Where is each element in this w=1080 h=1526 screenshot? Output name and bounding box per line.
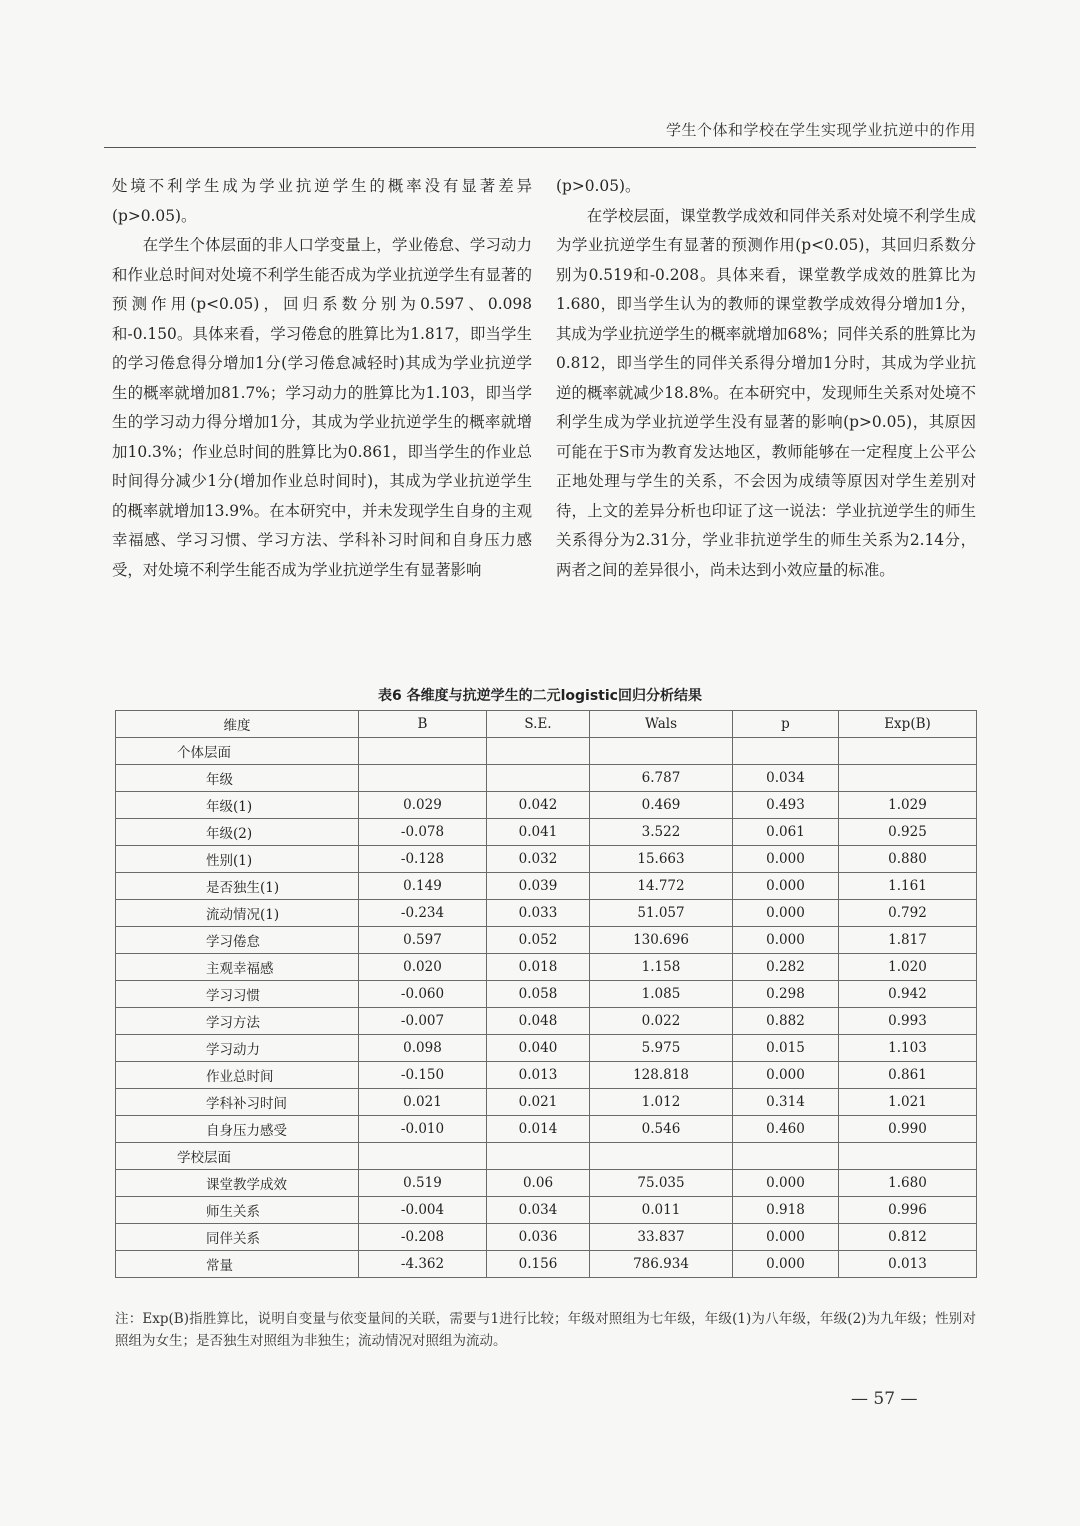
cell-se: 0.033	[487, 900, 590, 927]
row-label: 学习倦怠	[116, 927, 359, 954]
cell-b: -0.234	[359, 900, 487, 927]
cell-wals: 1.158	[590, 954, 733, 981]
cell-p: 0.000	[733, 1224, 839, 1251]
cell-expb	[839, 738, 977, 765]
table-caption: 表6 各维度与抗逆学生的二元logistic回归分析结果	[378, 688, 702, 704]
cell-b: -0.007	[359, 1008, 487, 1035]
table-row	[116, 1116, 977, 1143]
row-label: 学习动力	[116, 1035, 359, 1062]
cell-b: 0.020	[359, 954, 487, 981]
header-expb: Exp(B)	[839, 711, 977, 738]
row-label: 师生关系	[116, 1197, 359, 1224]
right-paragraph-2: 在学校层面，课堂教学成效和同伴关系对处境不利学生成为学业抗逆学生有显著的预测作用(p<0.05)，其回归系数分别为0.519和-0.208。具体来看，课堂教学成效的胜算比为1.680，即当学生认为的教师的课堂教学成效得分增加1分，其成为学业抗逆学生的概率就增加68%；同伴关系的胜算比为0.812，即当学生的同伴关系得分增加1分时，其成为学业抗逆的概率就减少18.8%。在本研究中，发现师生关系对处境不利学生成为学业抗逆学生没有显著的影响(p>0.05)，其原因可能在于S市为教育发达地区，教师能够在一定程度上公平公正地处理与学生的关系，不会因为成绩等原因对学生差别对待，上文的差异分析也印证了这一说法：学业抗逆学生的师生关系得分为2.31分，学业非抗逆学生的师生关系为2.14分，两者之间的差异很小，尚未达到小效应量的标准。	[556, 206, 976, 579]
table-row	[116, 981, 977, 1008]
table-row	[116, 1224, 977, 1251]
results-table	[115, 710, 977, 1278]
table-row	[116, 927, 977, 954]
row-label: 课堂教学成效	[116, 1170, 359, 1197]
cell-expb: 0.925	[839, 819, 977, 846]
cell-expb: 1.680	[839, 1170, 977, 1197]
table-note: 注：Exp(B)指胜算比，说明自变量与依变量间的关联，需要与1进行比较；年级对照组为七年级，年级(1)为八年级，年级(2)为九年级；性别对照组为女生；是否独生对照组为非独生；流动情况对照组为流动。	[115, 1311, 976, 1349]
row-label: 流动情况(1)	[116, 900, 359, 927]
cell-p: 0.000	[733, 900, 839, 927]
row-label: 年级(1)	[116, 792, 359, 819]
cell-wals: 1.085	[590, 981, 733, 1008]
table-row	[116, 792, 977, 819]
table-row	[116, 900, 977, 927]
row-label: 学习方法	[116, 1008, 359, 1035]
cell-se	[487, 765, 590, 792]
cell-p: 0.000	[733, 1062, 839, 1089]
cell-se	[487, 1143, 590, 1170]
cell-p: 0.882	[733, 1008, 839, 1035]
left-paragraph-1: 处境不利学生成为学业抗逆学生的概率没有显著差异(p>0.05)。	[112, 177, 532, 225]
cell-b: -0.208	[359, 1224, 487, 1251]
header-dimension: 维度	[116, 711, 359, 738]
cell-b: -0.150	[359, 1062, 487, 1089]
table-header-row	[116, 711, 977, 738]
row-label: 个体层面	[116, 738, 359, 765]
cell-p: 0.493	[733, 792, 839, 819]
table-row	[116, 1008, 977, 1035]
cell-expb: 0.792	[839, 900, 977, 927]
cell-expb: 0.990	[839, 1116, 977, 1143]
table-row	[116, 1251, 977, 1278]
cell-wals: 0.546	[590, 1116, 733, 1143]
cell-expb: 0.993	[839, 1008, 977, 1035]
cell-se: 0.036	[487, 1224, 590, 1251]
table-row	[116, 873, 977, 900]
cell-wals: 33.837	[590, 1224, 733, 1251]
left-column	[112, 172, 532, 585]
cell-se: 0.014	[487, 1116, 590, 1143]
cell-p	[733, 1143, 839, 1170]
cell-b: -0.060	[359, 981, 487, 1008]
cell-wals: 0.469	[590, 792, 733, 819]
right-column	[556, 172, 976, 585]
right-paragraph-1: (p>0.05)。	[556, 177, 641, 195]
cell-wals: 5.975	[590, 1035, 733, 1062]
cell-wals: 75.035	[590, 1170, 733, 1197]
cell-p: 0.282	[733, 954, 839, 981]
row-label: 是否独生(1)	[116, 873, 359, 900]
cell-b: 0.149	[359, 873, 487, 900]
table-row	[116, 765, 977, 792]
cell-expb: 0.996	[839, 1197, 977, 1224]
header-wals: Wals	[590, 711, 733, 738]
cell-p: 0.314	[733, 1089, 839, 1116]
cell-wals: 14.772	[590, 873, 733, 900]
cell-b: 0.519	[359, 1170, 487, 1197]
cell-p: 0.460	[733, 1116, 839, 1143]
running-header: 学生个体和学校在学生实现学业抗逆中的作用	[665, 121, 976, 139]
row-label: 作业总时间	[116, 1062, 359, 1089]
row-label: 学校层面	[116, 1143, 359, 1170]
header-b: B	[359, 711, 487, 738]
cell-b	[359, 765, 487, 792]
page-number: — 57 —	[851, 1389, 918, 1409]
row-label: 主观幸福感	[116, 954, 359, 981]
cell-p: 0.015	[733, 1035, 839, 1062]
cell-wals: 51.057	[590, 900, 733, 927]
cell-expb: 1.020	[839, 954, 977, 981]
cell-expb: 0.942	[839, 981, 977, 1008]
row-label: 学习习惯	[116, 981, 359, 1008]
table-row	[116, 1143, 977, 1170]
row-label: 同伴关系	[116, 1224, 359, 1251]
cell-b: -0.078	[359, 819, 487, 846]
table-row	[116, 954, 977, 981]
row-label: 常量	[116, 1251, 359, 1278]
cell-b: 0.597	[359, 927, 487, 954]
cell-b: -4.362	[359, 1251, 487, 1278]
cell-expb: 1.103	[839, 1035, 977, 1062]
cell-p: 0.918	[733, 1197, 839, 1224]
cell-wals: 0.011	[590, 1197, 733, 1224]
cell-wals: 6.787	[590, 765, 733, 792]
row-label: 学科补习时间	[116, 1089, 359, 1116]
cell-expb: 1.021	[839, 1089, 977, 1116]
table-row	[116, 1089, 977, 1116]
cell-b: -0.010	[359, 1116, 487, 1143]
cell-wals: 128.818	[590, 1062, 733, 1089]
table-row	[116, 1197, 977, 1224]
row-label: 自身压力感受	[116, 1116, 359, 1143]
cell-se: 0.058	[487, 981, 590, 1008]
cell-expb: 0.013	[839, 1251, 977, 1278]
cell-p: 0.000	[733, 927, 839, 954]
cell-se: 0.013	[487, 1062, 590, 1089]
cell-expb: 1.817	[839, 927, 977, 954]
cell-p: 0.061	[733, 819, 839, 846]
cell-se: 0.021	[487, 1089, 590, 1116]
table-row	[116, 1062, 977, 1089]
cell-b: -0.004	[359, 1197, 487, 1224]
table-row	[116, 846, 977, 873]
cell-expb: 1.161	[839, 873, 977, 900]
cell-se: 0.156	[487, 1251, 590, 1278]
cell-p: 0.298	[733, 981, 839, 1008]
cell-se: 0.018	[487, 954, 590, 981]
cell-se: 0.041	[487, 819, 590, 846]
cell-p: 0.000	[733, 846, 839, 873]
cell-expb: 1.029	[839, 792, 977, 819]
table-row	[116, 738, 977, 765]
cell-se: 0.052	[487, 927, 590, 954]
cell-se: 0.032	[487, 846, 590, 873]
cell-p: 0.000	[733, 1251, 839, 1278]
cell-b: 0.029	[359, 792, 487, 819]
cell-b	[359, 738, 487, 765]
header-p: p	[733, 711, 839, 738]
cell-b: -0.128	[359, 846, 487, 873]
cell-b: 0.021	[359, 1089, 487, 1116]
cell-expb	[839, 765, 977, 792]
cell-expb: 0.812	[839, 1224, 977, 1251]
cell-b	[359, 1143, 487, 1170]
cell-wals: 3.522	[590, 819, 733, 846]
cell-se: 0.034	[487, 1197, 590, 1224]
header-se: S.E.	[487, 711, 590, 738]
table-body	[116, 738, 977, 1278]
cell-wals	[590, 1143, 733, 1170]
cell-se: 0.06	[487, 1170, 590, 1197]
cell-wals: 786.934	[590, 1251, 733, 1278]
header-rule	[104, 147, 976, 148]
cell-b: 0.098	[359, 1035, 487, 1062]
table-row	[116, 819, 977, 846]
cell-se: 0.039	[487, 873, 590, 900]
cell-p: 0.000	[733, 1170, 839, 1197]
cell-p	[733, 738, 839, 765]
cell-wals: 1.012	[590, 1089, 733, 1116]
cell-expb: 0.861	[839, 1062, 977, 1089]
cell-wals: 15.663	[590, 846, 733, 873]
cell-expb: 0.880	[839, 846, 977, 873]
cell-se	[487, 738, 590, 765]
cell-p: 0.000	[733, 873, 839, 900]
row-label: 年级	[116, 765, 359, 792]
cell-wals: 0.022	[590, 1008, 733, 1035]
cell-expb	[839, 1143, 977, 1170]
table-row	[116, 1170, 977, 1197]
cell-p: 0.034	[733, 765, 839, 792]
left-paragraph-2: 在学生个体层面的非人口学变量上，学业倦怠、学习动力和作业总时间对处境不利学生能否成为学业抗逆学生有显著的预测作用(p<0.05)，回归系数分别为0.597、0.098和-0.150。具体来看，学习倦怠的胜算比为1.817，即当学生的学习倦怠得分增加1分(学习倦怠减轻时)其成为学业抗逆学生的概率就增加81.7%；学习动力的胜算比为1.103，即当学生的学习动力得分增加1分，其成为学业抗逆学生的概率就增加10.3%；作业总时间的胜算比为0.861，即当学生的作业总时间得分减少1分(增加作业总时间时)，其成为学业抗逆学生的概率就增加13.9%。在本研究中，并未发现学生自身的主观幸福感、学习习惯、学习方法、学科补习时间和自身压力感受，对处境不利学生能否成为学业抗逆学生有显著影响	[112, 236, 532, 579]
row-label: 性别(1)	[116, 846, 359, 873]
cell-wals: 130.696	[590, 927, 733, 954]
row-label: 年级(2)	[116, 819, 359, 846]
cell-se: 0.040	[487, 1035, 590, 1062]
table-row	[116, 1035, 977, 1062]
cell-wals	[590, 738, 733, 765]
cell-se: 0.048	[487, 1008, 590, 1035]
cell-se: 0.042	[487, 792, 590, 819]
